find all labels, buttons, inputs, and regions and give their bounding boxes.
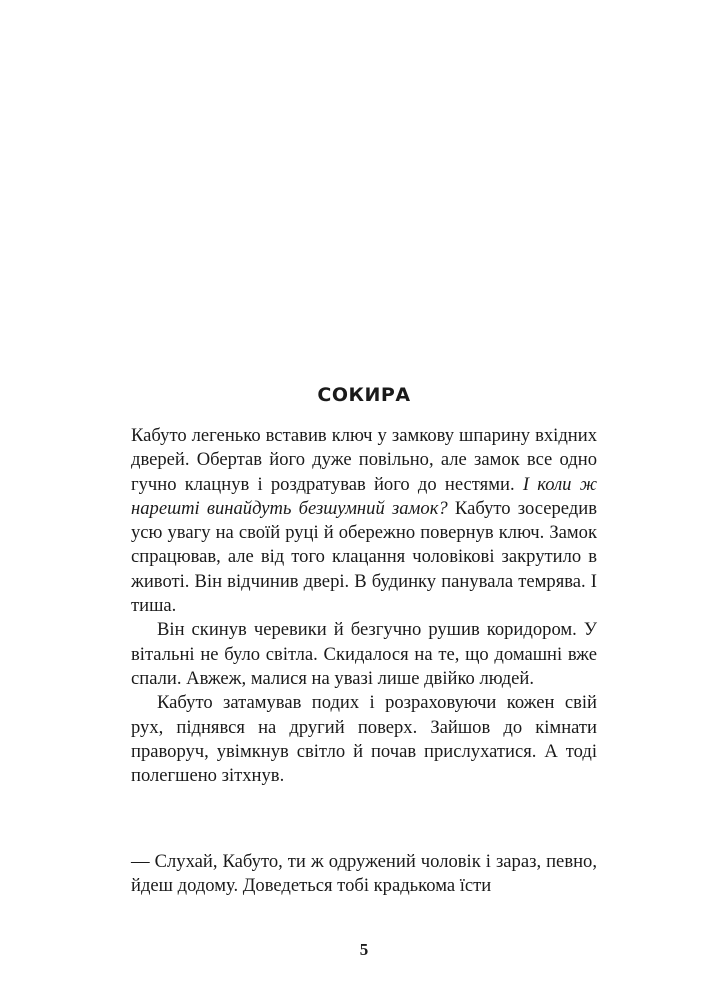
paragraph-1-rest: Кабуто зосередив усю увагу на своїй руці й обережно повернув ключ. Замок спрацював, але від того клацання чоловікові закрутило в животі. Він відчинив двері. В будинку панувала темрява. І тиша. [131,497,598,617]
paragraph-1-intro: Кабуто легенько вставив ключ у замкову шпарину вхідних дверей. Обертав його дуже повільно, але замок все одно гучно клацнув і роздратував його до нестями. [131,425,597,495]
dialog-line: — Слухай, Кабуто, ти ж одружений чоловік і зараз, певно, йдеш додому. Доведеться тобі крадькома їсти [131,851,597,897]
paragraph-2: Він скинув черевики й безгучно рушив коридором. У вітальні не було світла. Скидалося на те, що домашні вже спали. Авжеж, малися на увазі лише двійко людей. [131,619,597,689]
body-text [131,424,597,788]
paragraph-1 [131,424,597,618]
dialog-block [131,850,597,899]
chapter-title: СОКИРА [317,384,411,406]
page-number: 5 [359,940,369,959]
paragraph-3: Кабуто затамував подих і розраховуючи кожен свій рух, піднявся на другий поверх. Зайшов до кімнати праворуч, увімкнув світло й почав прислухатися. А тоді полегшено зітхнув. [131,692,597,787]
paragraph-1-thought: І коли ж нарешті винайдуть безшумний замок? [131,473,597,519]
